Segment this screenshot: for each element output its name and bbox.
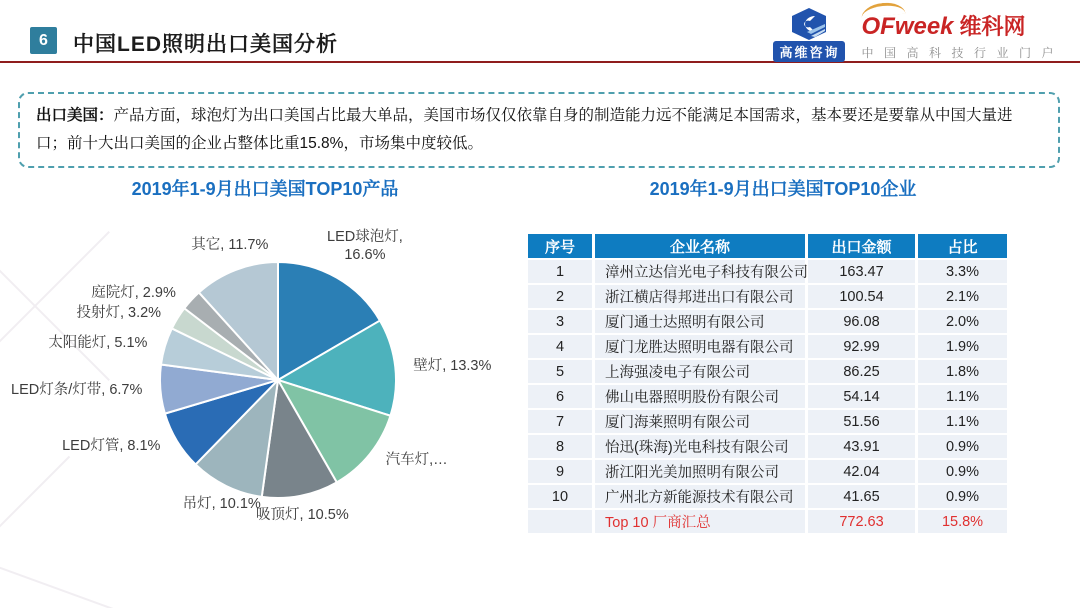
company-cell: 怡迅(珠海)光电科技有限公司 [592,433,805,458]
share-cell: 0.9% [915,483,1007,508]
company-cell: 厦门海莱照明有限公司 [592,408,805,433]
company-cell: 漳州立达信光电子科技有限公司 [592,258,805,283]
company-cell: 浙江横店得邦进出口有限公司 [592,283,805,308]
amount-cell: 43.91 [805,433,915,458]
share-cell: 2.1% [915,283,1007,308]
column-header: 序号 [528,234,592,258]
pie-label: LED灯管, 8.1% [62,438,161,455]
rank-cell [528,508,592,533]
company-table [528,234,1007,533]
pie-label: 庭院灯, 2.9% [91,285,176,302]
rank-cell: 2 [528,283,592,308]
share-cell: 3.3% [915,258,1007,283]
rank-cell: 6 [528,383,592,408]
amount-cell: 42.04 [805,458,915,483]
table-row [528,258,1007,283]
amount-cell: 41.65 [805,483,915,508]
table-row [528,358,1007,383]
share-cell: 1.1% [915,383,1007,408]
summary-box [18,92,1060,168]
table-section-title: 2019年1-9月出口美国TOP10企业 [649,179,917,199]
summary-label: 出口美国： [36,107,114,124]
pie-chart [11,208,520,560]
amount-cell: 163.47 [805,258,915,283]
table-row [528,483,1007,508]
ofweek-logo-cn: 维科网 [959,13,1026,39]
pie-label: 汽车灯,… [385,452,448,469]
ofweek-wordmark [861,10,1025,41]
page-title: 中国LED照明出口美国分析 [73,33,338,56]
rank-cell: 8 [528,433,592,458]
rank-cell: 4 [528,333,592,358]
pie-label: 其它, 11.7% [191,237,269,254]
rank-cell: 3 [528,308,592,333]
rank-cell: 10 [528,483,592,508]
pie-label: 吊灯, 10.1% [182,495,261,512]
column-header: 出口金额 [805,234,915,258]
amount-cell: 772.63 [805,508,915,533]
rank-cell: 1 [528,258,592,283]
pie-label: 吸顶灯, 10.5% [256,506,349,523]
amount-cell: 100.54 [805,283,915,308]
company-cell: 广州北方新能源技术有限公司 [592,483,805,508]
pie-label: LED灯条/灯带, 6.7% [11,381,143,398]
ofweek-tagline: 中国高科技行业门户 [861,45,1064,60]
column-header: 企业名称 [592,234,805,258]
table-row [528,433,1007,458]
ofweek-logo [861,10,1064,61]
gaowei-logo-icon [789,8,829,40]
gaowei-logo [773,8,845,62]
table-row [528,458,1007,483]
share-cell: 0.9% [915,433,1007,458]
share-cell: 1.1% [915,408,1007,433]
table-row [528,283,1007,308]
table-row [528,383,1007,408]
logo-group [773,8,1064,62]
gaowei-logo-text: 高维咨询 [773,41,845,62]
share-cell: 15.8% [915,508,1007,533]
pie-label: 投射灯, 3.2% [76,304,162,321]
rank-cell: 7 [528,408,592,433]
table-row [528,408,1007,433]
amount-cell: 51.56 [805,408,915,433]
company-cell: 厦门龙胜达照明电器有限公司 [592,333,805,358]
share-cell: 2.0% [915,308,1007,333]
table-row [528,333,1007,358]
share-cell: 1.9% [915,333,1007,358]
pie-section-title: 2019年1-9月出口美国TOP10产品 [131,179,399,199]
ofweek-logo-en: OFweek [861,12,954,40]
company-cell: 佛山电器照明股份有限公司 [592,383,805,408]
rank-cell: 5 [528,358,592,383]
share-cell: 1.8% [915,358,1007,383]
share-cell: 0.9% [915,458,1007,483]
pie-label: 太阳能灯, 5.1% [48,335,148,352]
amount-cell: 96.08 [805,308,915,333]
amount-cell: 54.14 [805,383,915,408]
company-cell: 浙江阳光美加照明有限公司 [592,458,805,483]
company-cell: 上海强凌电子有限公司 [592,358,805,383]
pie-label: 壁灯, 13.3% [413,357,492,374]
amount-cell: 86.25 [805,358,915,383]
summary-text: 产品方面，球泡灯为出口美国占比最大单品，美国市场仅仅依靠自身的制造能力远不能满足本国需求，基本要还是要靠从中国大量进口；前十大出口美国的企业占整体比重15.8%，市场集中度较低。 [36,107,1013,152]
slide-number-badge: 6 [30,27,57,54]
rank-cell: 9 [528,458,592,483]
table-header [528,234,1007,258]
column-header: 占比 [915,234,1007,258]
pie-label: LED球泡灯, 16.6% [327,228,403,263]
company-cell: Top 10 厂商汇总 [592,508,805,533]
table-row [528,308,1007,333]
company-cell: 厦门通士达照明有限公司 [592,308,805,333]
amount-cell: 92.99 [805,333,915,358]
table-total-row [528,508,1007,533]
